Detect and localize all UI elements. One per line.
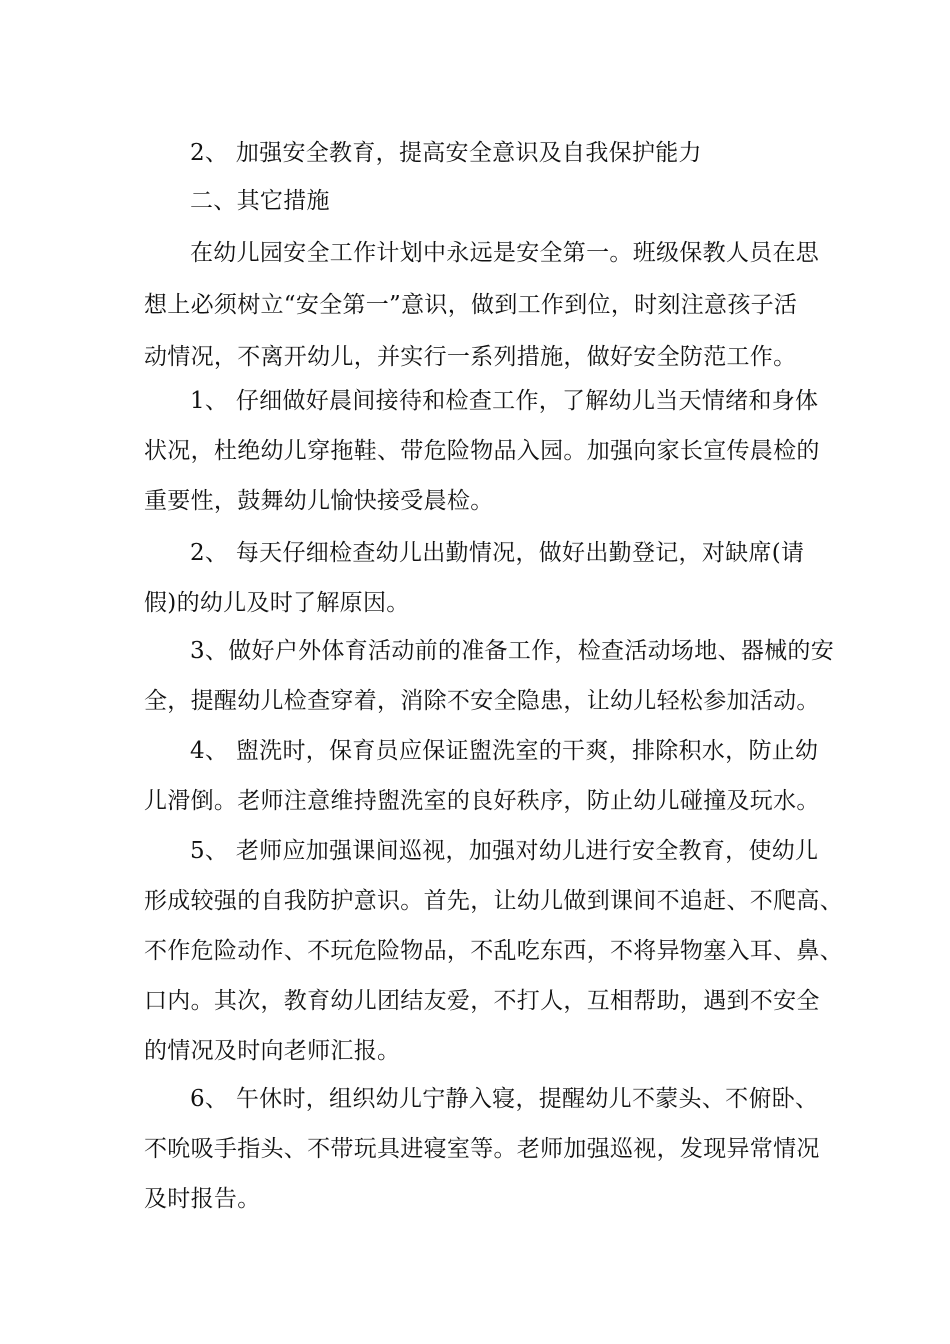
item-5-line-4: 口内。其次，教育幼儿团结友爱，不打人，互相帮助，遇到不安全	[144, 988, 820, 1014]
item-5-line-3: 不作危险动作、不玩危险物品，不乱吃东西，不将异物塞入耳、鼻、	[144, 938, 843, 964]
item-1-line-2: 状况，杜绝幼儿穿拖鞋、带危险物品入园。加强向家长宣传晨检的	[144, 438, 820, 464]
item-6-line-1: 6、 午休时，组织幼儿宁静入寝，提醒幼儿不蒙头、不俯卧、	[190, 1086, 819, 1112]
heading-item-2-safety-education: 2、 加强安全教育，提高安全意识及自我保护能力	[190, 140, 702, 166]
paragraph-intro-line-3: 动情况，不离开幼儿，并实行一系列措施，做好安全防范工作。	[144, 344, 797, 370]
item-2-line-2: 假)的幼儿及时了解原因。	[144, 590, 410, 616]
paragraph-intro-line-1: 在幼儿园安全工作计划中永远是安全第一。班级保教人员在思	[190, 240, 820, 266]
item-4-line-2: 儿滑倒。老师注意维持盥洗室的良好秩序，防止幼儿碰撞及玩水。	[144, 788, 820, 814]
item-5-line-5: 的情况及时向老师汇报。	[144, 1038, 401, 1064]
item-5-line-2: 形成较强的自我防护意识。首先，让幼儿做到课间不追赶、不爬高、	[144, 888, 843, 914]
item-6-line-3: 及时报告。	[144, 1186, 261, 1212]
item-1-line-3: 重要性，鼓舞幼儿愉快接受晨检。	[144, 488, 494, 514]
item-1-line-1: 1、 仔细做好晨间接待和检查工作，了解幼儿当天情绪和身体	[190, 388, 819, 414]
item-3-line-1: 3、做好户外体育活动前的准备工作，检查活动场地、器械的安	[190, 638, 835, 664]
item-5-line-1: 5、 老师应加强课间巡视，加强对幼儿进行安全教育，使幼儿	[190, 838, 819, 864]
section-heading-other-measures: 二、其它措施	[190, 188, 330, 214]
paragraph-intro-line-2: 想上必须树立“安全第一”意识，做到工作到位，时刻注意孩子活	[144, 292, 798, 318]
item-3-line-2: 全，提醒幼儿检查穿着，消除不安全隐患，让幼儿轻松参加活动。	[144, 688, 820, 714]
item-6-line-2: 不吮吸手指头、不带玩具进寝室等。老师加强巡视，发现异常情况	[144, 1136, 820, 1162]
item-2-line-1: 2、 每天仔细检查幼儿出勤情况，做好出勤登记，对缺席(请	[190, 540, 805, 566]
item-4-line-1: 4、 盥洗时，保育员应保证盥洗室的干爽，排除积水，防止幼	[190, 738, 819, 764]
